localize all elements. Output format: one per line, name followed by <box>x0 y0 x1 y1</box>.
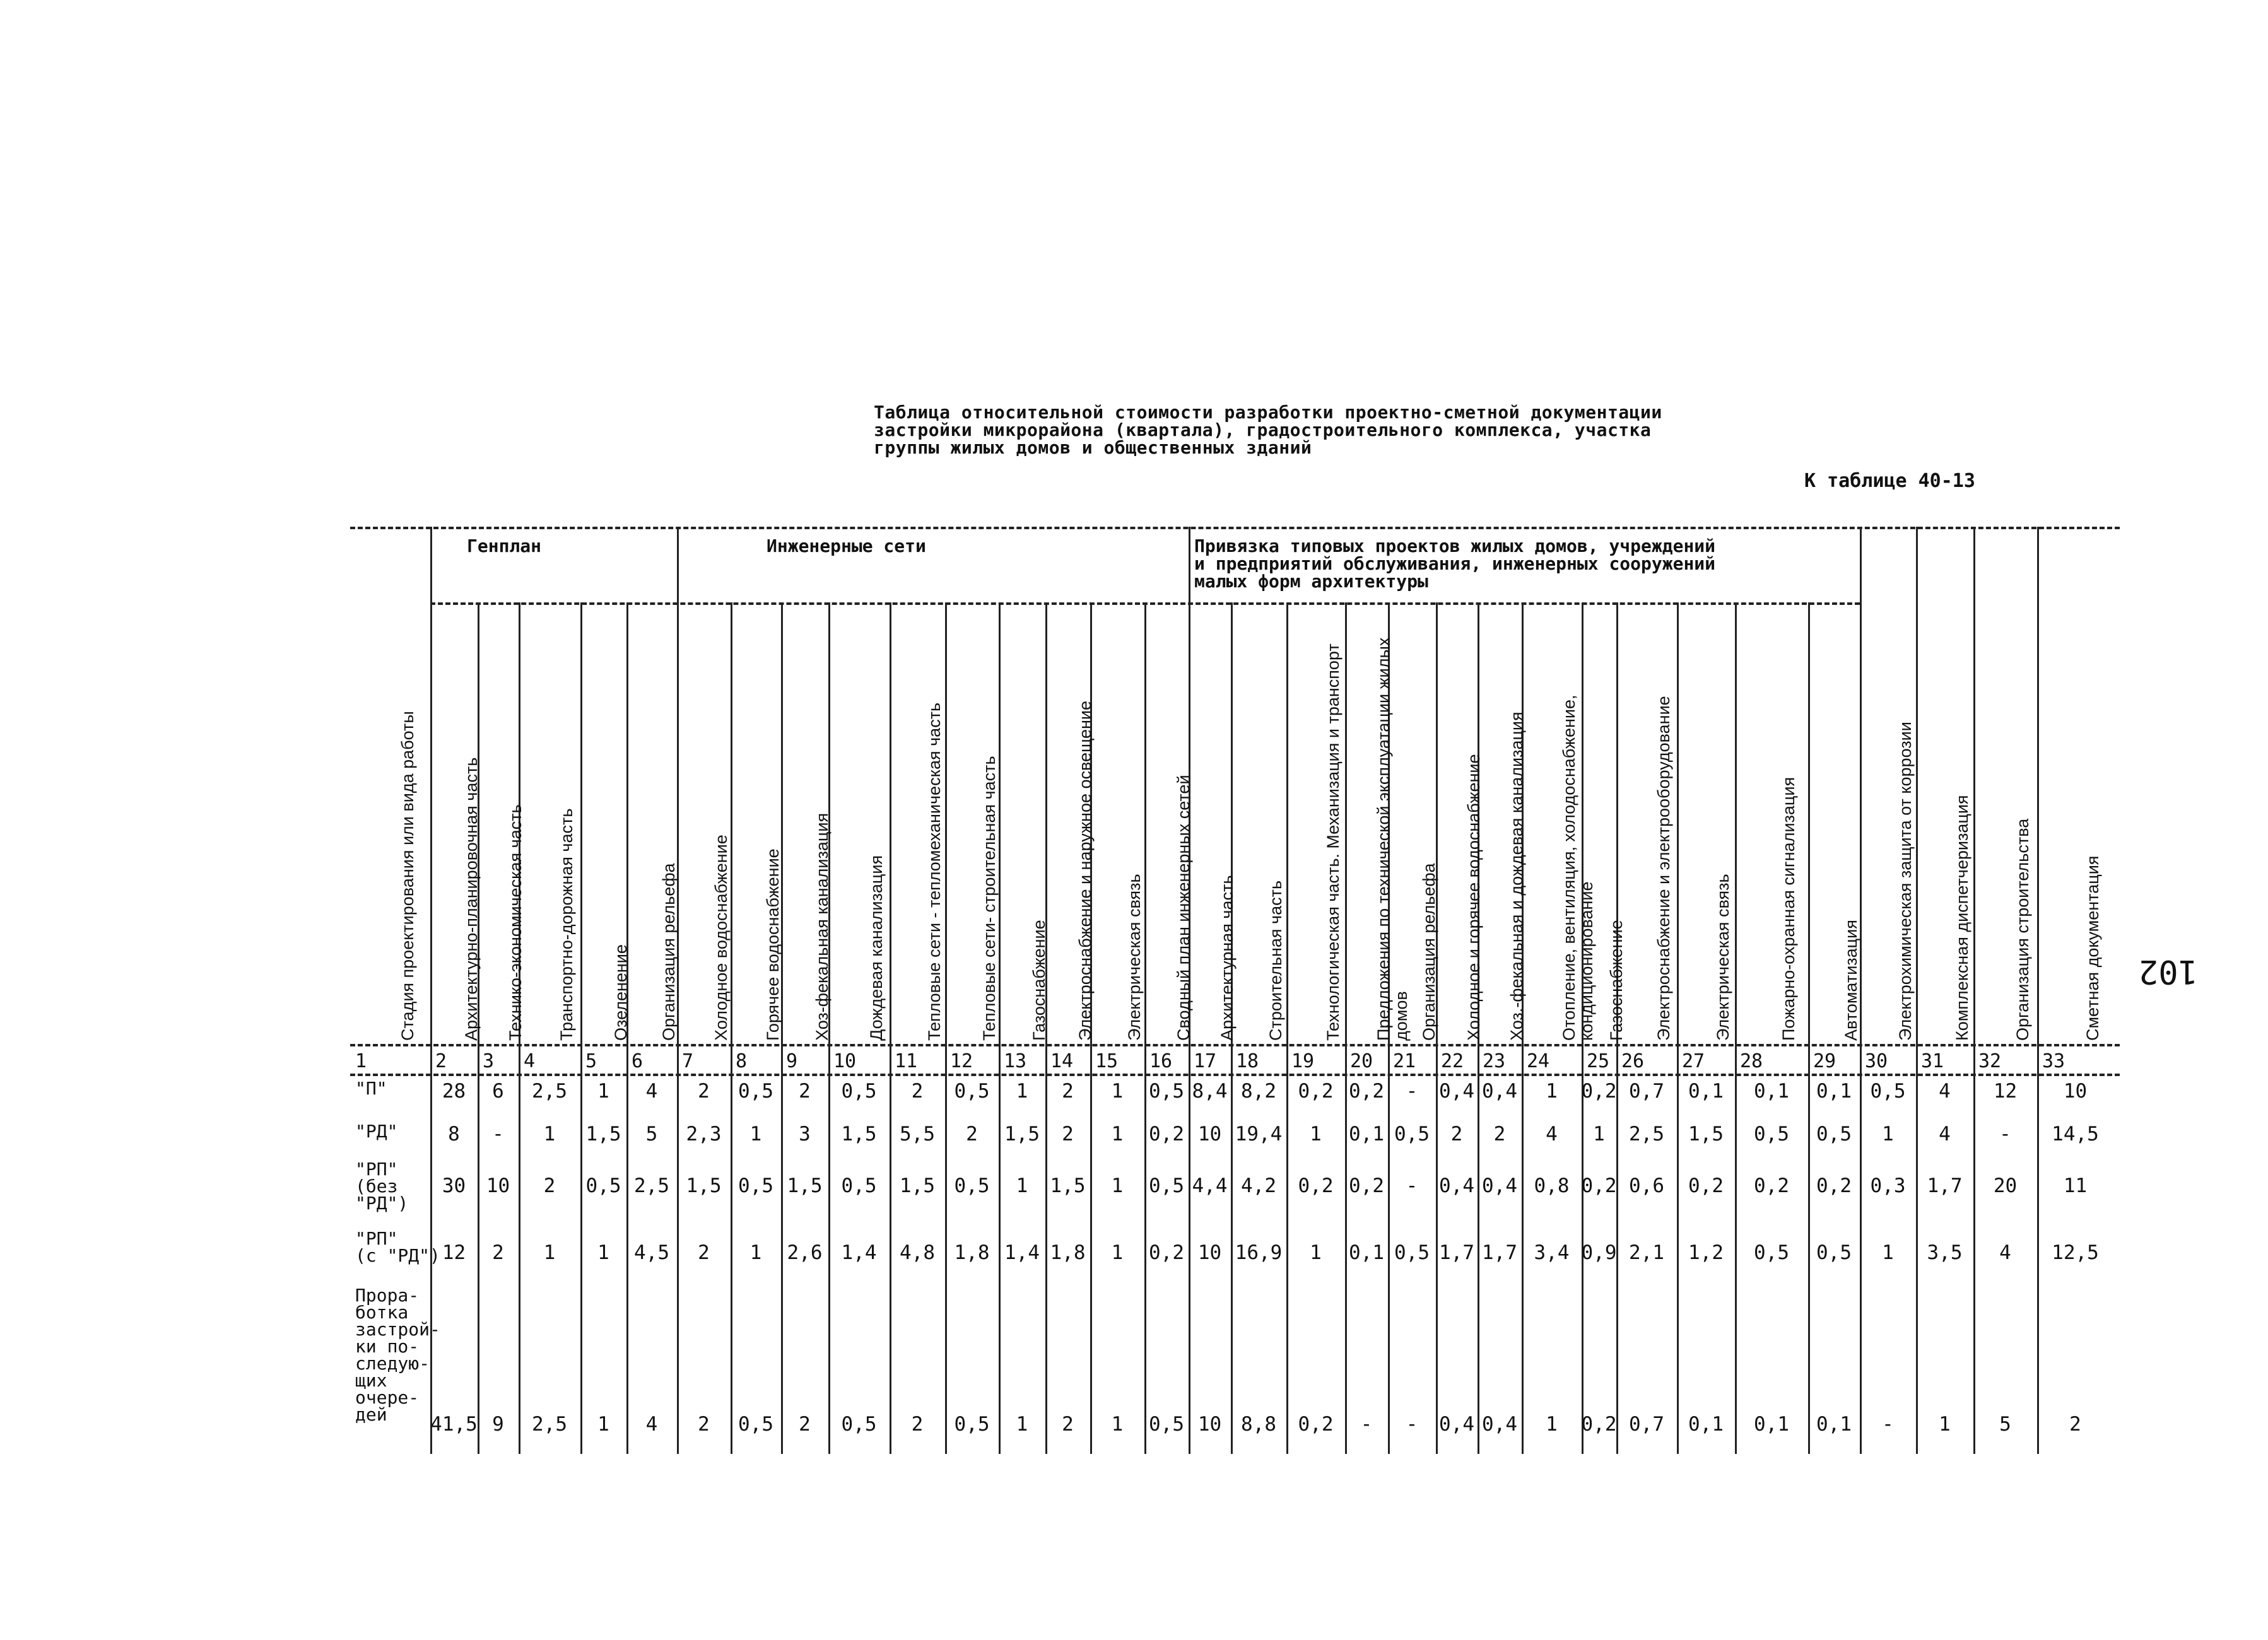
table-cell: 0,5 <box>841 1413 877 1436</box>
table-cell: 2 <box>1493 1123 1506 1145</box>
table-cell: 0,2 <box>1298 1174 1334 1197</box>
column-label: Сводный план инженерных сетей <box>1174 775 1193 1041</box>
table-cell: 1,5 <box>841 1123 877 1145</box>
table-cell: 1 <box>1111 1080 1124 1103</box>
table-cell: 4 <box>1999 1241 2011 1264</box>
table-cell: 28 <box>442 1080 466 1103</box>
column-label: Холодное и горячее водоснабжение <box>1464 754 1483 1041</box>
table-cell: 10 <box>1197 1413 1222 1436</box>
table-cell: 4 <box>1939 1123 1951 1145</box>
column-number: 21 <box>1393 1050 1416 1072</box>
table-cell: 8,4 <box>1192 1080 1228 1103</box>
column-label: Организация рельефа <box>659 863 678 1041</box>
table-cell: 0,1 <box>1349 1241 1384 1264</box>
table-cell: 8 <box>448 1123 460 1145</box>
table-cell: 41,5 <box>430 1413 478 1436</box>
table-cell: 1 <box>749 1241 762 1264</box>
table-cell: 1 <box>1016 1080 1028 1103</box>
table-cell: 2 <box>799 1080 811 1103</box>
table-cell: 0,2 <box>1816 1174 1852 1197</box>
table-cell: 1 <box>1882 1241 1894 1264</box>
table-cell: 2 <box>911 1080 924 1103</box>
table-cell: 1,7 <box>1439 1241 1474 1264</box>
table-top-rule <box>350 527 2120 529</box>
column-separator <box>890 602 891 1454</box>
table-cell: 1 <box>1111 1123 1124 1145</box>
table-cell: 0,1 <box>1816 1413 1852 1436</box>
row-stage-label: "П" <box>355 1078 387 1099</box>
column-label: Комплексная диспетчеризация <box>1952 795 1971 1041</box>
table-cell: - <box>1406 1080 1418 1103</box>
column-label: Технико-экономическая часть <box>505 804 525 1041</box>
table-cell: 0,1 <box>1754 1080 1789 1103</box>
table-cell: 2 <box>698 1080 710 1103</box>
table-cell: 1,5 <box>1050 1174 1086 1197</box>
table-cell: 1 <box>1111 1174 1124 1197</box>
table-cell: 0,2 <box>1349 1080 1384 1103</box>
column-number-rule-top <box>350 1044 2120 1046</box>
table-cell: 0,1 <box>1688 1413 1724 1436</box>
column-label: Архитектурная часть <box>1217 875 1237 1041</box>
table-cell: 10 <box>2063 1080 2088 1103</box>
table-cell: 0,5 <box>1149 1413 1184 1436</box>
table-cell: 0,5 <box>1754 1123 1789 1145</box>
table-cell: 0,7 <box>1629 1080 1664 1103</box>
column-label: Электрическая связь <box>1713 874 1732 1041</box>
table-cell: 1 <box>1111 1241 1124 1264</box>
column-label: Электрохимическая защита от коррозии <box>1895 722 1915 1041</box>
table-cell: 2 <box>799 1413 811 1436</box>
table-cell: 4,2 <box>1241 1174 1276 1197</box>
column-label: Озеленение <box>611 944 630 1041</box>
table-cell: 4,5 <box>634 1241 669 1264</box>
table-cell: 0,5 <box>1149 1080 1184 1103</box>
table-cell: 0,8 <box>1534 1174 1570 1197</box>
table-cell: 10 <box>1197 1123 1222 1145</box>
table-cell: 1 <box>597 1413 609 1436</box>
table-cell: 4,4 <box>1192 1174 1228 1197</box>
table-cell: 2 <box>966 1123 978 1145</box>
table-cell: 1,8 <box>1050 1241 1086 1264</box>
column-label: Транспортно-дорожная часть <box>557 808 576 1041</box>
column-separator <box>1144 602 1146 1454</box>
table-cell: 2 <box>1062 1413 1074 1436</box>
table-cell: 0,2 <box>1581 1080 1617 1103</box>
table-cell: 2,5 <box>532 1080 567 1103</box>
table-cell: 5,5 <box>900 1123 935 1145</box>
table-cell: 2 <box>1450 1123 1463 1145</box>
table-cell: 0,4 <box>1439 1080 1474 1103</box>
column-number: 28 <box>1740 1050 1763 1072</box>
table-cell: 2,5 <box>634 1174 669 1197</box>
table-cell: 1,5 <box>900 1174 935 1197</box>
column-label: Холодное водоснабжение <box>711 835 731 1041</box>
group-header-binding: Привязка типовых проектов жилых домов, учреждений и предприятий обслуживания, инженерных сооружений малых форм архитектуры <box>1194 536 1716 592</box>
table-cell: 1 <box>1882 1123 1894 1145</box>
table-cell: 4,8 <box>900 1241 935 1264</box>
table-cell: 1,4 <box>1004 1241 1040 1264</box>
table-cell: 0,5 <box>954 1080 990 1103</box>
table-cell: 12,5 <box>2052 1241 2099 1264</box>
table-cell: 3 <box>799 1123 811 1145</box>
table-cell: 2 <box>492 1241 504 1264</box>
group-header-genplan: Генплан <box>467 536 542 556</box>
column-number: 12 <box>950 1050 973 1072</box>
column-label: Хоз-фекальная канализация <box>812 812 831 1041</box>
table-cell: - <box>1406 1413 1418 1436</box>
table-cell: 1 <box>1546 1413 1558 1436</box>
column-separator <box>945 602 947 1454</box>
table-cell: 2 <box>698 1241 710 1264</box>
column-number: 16 <box>1149 1050 1173 1072</box>
column-number: 32 <box>1978 1050 2002 1072</box>
table-cell: 2 <box>2069 1413 2081 1436</box>
table-cell: 0,1 <box>1349 1123 1384 1145</box>
document-title: Таблица относительной стоимости разработки проектно-сметной документации застройки микрорайона (квартала), градостроительного комплекса, участка группы жилых домов и общественных зданий <box>874 402 1662 458</box>
column-label: Отопление, вентиляция, холодоснабжение, кондиционирование <box>1559 694 1596 1041</box>
column-label: Технологическая часть. Механизация и транспорт <box>1323 643 1343 1041</box>
column-label: Электроснабжение и электрооборудование <box>1654 696 1673 1041</box>
group-separator <box>1916 527 1918 1454</box>
table-cell: 1 <box>597 1080 609 1103</box>
column-number: 24 <box>1527 1050 1550 1072</box>
column-label: Строительная часть <box>1266 880 1285 1041</box>
group-header-networks: Инженерные сети <box>767 536 926 556</box>
column-number: 3 <box>483 1050 495 1072</box>
table-cell: 2 <box>1062 1123 1074 1145</box>
column-number: 15 <box>1095 1050 1119 1072</box>
column-label: Организация рельефа <box>1419 863 1438 1041</box>
table-cell: 5 <box>1999 1413 2011 1436</box>
table-cell: 4 <box>645 1413 658 1436</box>
column-number: 1 <box>355 1050 367 1072</box>
table-cell: 0,2 <box>1581 1413 1617 1436</box>
table-cell: 1 <box>749 1123 762 1145</box>
column-number: 8 <box>736 1050 748 1072</box>
table-cell: 9 <box>492 1413 504 1436</box>
column-separator <box>1345 602 1347 1454</box>
table-cell: 16,9 <box>1235 1241 1283 1264</box>
table-cell: 1 <box>1016 1413 1028 1436</box>
column-number: 5 <box>585 1050 597 1072</box>
column-number: 14 <box>1050 1050 1074 1072</box>
column-number: 25 <box>1587 1050 1610 1072</box>
table-cell: 0,5 <box>738 1174 773 1197</box>
column-label: Электрическая связь <box>1125 874 1144 1041</box>
table-cell: 0,5 <box>1754 1241 1789 1264</box>
table-cell: 1,5 <box>686 1174 722 1197</box>
column-number: 31 <box>1921 1050 1944 1072</box>
table-cell: 0,1 <box>1688 1080 1724 1103</box>
table-cell: 0,5 <box>585 1174 621 1197</box>
table-cell: 19,4 <box>1235 1123 1283 1145</box>
table-cell: 0,2 <box>1298 1080 1334 1103</box>
column-number: 6 <box>632 1050 643 1072</box>
row-stage-label: "РД" <box>355 1121 398 1142</box>
column-number: 19 <box>1291 1050 1315 1072</box>
table-cell: 0,6 <box>1629 1174 1664 1197</box>
table-cell: 2,5 <box>532 1413 567 1436</box>
table-cell: 2 <box>911 1413 924 1436</box>
column-number: 27 <box>1682 1050 1705 1072</box>
column-separator <box>580 602 582 1454</box>
column-number: 33 <box>2042 1050 2065 1072</box>
table-cell: 11 <box>2063 1174 2088 1197</box>
table-cell: 1 <box>1593 1123 1605 1145</box>
table-cell: 2,3 <box>686 1123 722 1145</box>
table-cell: 4 <box>645 1080 658 1103</box>
column-number: 29 <box>1813 1050 1836 1072</box>
row-stage-label: "РП" (с "РД") <box>355 1228 440 1266</box>
table-cell: 4 <box>1939 1080 1951 1103</box>
table-cell: 2 <box>1062 1080 1074 1103</box>
table-cell: 1 <box>1016 1174 1028 1197</box>
column-label: Стадия проектирования или вида работы <box>397 711 417 1041</box>
column-label: Горячее водоснабжение <box>763 848 782 1041</box>
column-number: 26 <box>1621 1050 1645 1072</box>
table-reference: К таблице 40-13 <box>1804 470 1975 492</box>
table-cell: 1,5 <box>787 1174 823 1197</box>
table-cell: 6 <box>492 1080 504 1103</box>
page-number: 102 <box>2139 952 2198 990</box>
column-label: Предложения по технической эксплуатации жилых домов <box>1374 637 1411 1041</box>
table-cell: 1,7 <box>1927 1174 1963 1197</box>
column-label: Организация строительства <box>2012 818 2032 1041</box>
column-number: 2 <box>435 1050 447 1072</box>
column-number: 30 <box>1865 1050 1888 1072</box>
column-label: Дождевая канализация <box>866 855 886 1041</box>
column-number: 9 <box>786 1050 798 1072</box>
column-number: 20 <box>1350 1050 1373 1072</box>
group-separator <box>2037 527 2039 1454</box>
table-cell: 2 <box>543 1174 556 1197</box>
column-separator <box>1735 602 1737 1454</box>
table-cell: 8,8 <box>1241 1413 1276 1436</box>
table-cell: 2 <box>698 1413 710 1436</box>
table-cell: 1 <box>1546 1080 1558 1103</box>
table-cell: 0,5 <box>954 1174 990 1197</box>
column-number: 7 <box>682 1050 694 1072</box>
table-cell: 1,2 <box>1688 1241 1724 1264</box>
table-cell: 1 <box>1310 1123 1322 1145</box>
column-label: Сметная документация <box>2083 855 2102 1041</box>
table-cell: 3,4 <box>1534 1241 1570 1264</box>
table-cell: 0,3 <box>1870 1174 1906 1197</box>
column-separator <box>1286 602 1288 1454</box>
table-cell: 0,2 <box>1149 1123 1184 1145</box>
table-cell: 10 <box>1197 1241 1222 1264</box>
table-cell: 0,4 <box>1482 1413 1517 1436</box>
table-cell: 4 <box>1546 1123 1558 1145</box>
table-cell: 1,8 <box>954 1241 990 1264</box>
column-separator <box>1808 602 1810 1454</box>
table-cell: 0,7 <box>1629 1413 1664 1436</box>
column-label: Автоматизация <box>1842 920 1860 1041</box>
table-cell: 0,1 <box>1754 1413 1789 1436</box>
table-cell: 0,5 <box>1816 1241 1852 1264</box>
column-number-rule-bottom <box>350 1074 2120 1076</box>
table-cell: 0,2 <box>1349 1174 1384 1197</box>
table-cell: 0,2 <box>1149 1241 1184 1264</box>
table-cell: 0,9 <box>1581 1241 1617 1264</box>
column-separator <box>1677 602 1679 1454</box>
table-cell: 0,2 <box>1298 1413 1334 1436</box>
table-cell: 0,5 <box>1394 1123 1430 1145</box>
column-number: 4 <box>524 1050 536 1072</box>
table-cell: 2,5 <box>1629 1123 1664 1145</box>
table-cell: 0,5 <box>738 1413 773 1436</box>
table-cell: 2,1 <box>1629 1241 1664 1264</box>
table-cell: 0,5 <box>1816 1123 1852 1145</box>
table-cell: 12 <box>1993 1080 2018 1103</box>
table-cell: 0,4 <box>1439 1413 1474 1436</box>
table-cell: - <box>1882 1413 1894 1436</box>
column-label: Архитектурно-планировочная часть <box>461 757 481 1041</box>
table-cell: 0,2 <box>1688 1174 1724 1197</box>
column-number: 23 <box>1483 1050 1506 1072</box>
table-cell: 0,5 <box>954 1413 990 1436</box>
table-cell: 1 <box>1111 1413 1124 1436</box>
table-cell: 0,5 <box>738 1080 773 1103</box>
table-cell: 0,2 <box>1581 1174 1617 1197</box>
table-cell: 1,4 <box>841 1241 877 1264</box>
column-separator <box>731 602 732 1454</box>
table-cell: - <box>492 1123 504 1145</box>
column-number: 13 <box>1004 1050 1027 1072</box>
column-label: Электроснабжение и наружное освещение <box>1075 700 1095 1041</box>
table-cell: 12 <box>442 1241 466 1264</box>
column-number: 17 <box>1194 1050 1217 1072</box>
table-cell: 2,6 <box>787 1241 823 1264</box>
table-cell: 0,5 <box>841 1080 877 1103</box>
table-cell: 20 <box>1993 1174 2018 1197</box>
table-cell: 0,5 <box>841 1174 877 1197</box>
table-cell: 1 <box>543 1241 556 1264</box>
column-number: 22 <box>1441 1050 1464 1072</box>
table-cell: 1 <box>543 1123 556 1145</box>
table-cell: 1 <box>597 1241 609 1264</box>
table-cell: 10 <box>486 1174 510 1197</box>
table-cell: - <box>1360 1413 1373 1436</box>
table-cell: 0,5 <box>1870 1080 1906 1103</box>
column-number: 10 <box>833 1050 857 1072</box>
column-label: Тепловые сети - тепломеханическая часть <box>925 702 944 1041</box>
table-cell: 14,5 <box>2052 1123 2099 1145</box>
table-cell: - <box>1406 1174 1418 1197</box>
table-cell: 0,4 <box>1482 1080 1517 1103</box>
table-cell: 0,4 <box>1439 1174 1474 1197</box>
table-cell: 8,2 <box>1241 1080 1276 1103</box>
table-cell: 5 <box>645 1123 658 1145</box>
column-label: Пожарно-охранная сигнализация <box>1779 776 1798 1041</box>
table-cell: 1,5 <box>1004 1123 1040 1145</box>
row-stage-label: Прора- ботка застрой- ки по- следую- щих очере- дей <box>355 1285 440 1425</box>
table-cell: 0,4 <box>1482 1174 1517 1197</box>
table-cell: 1 <box>1939 1413 1951 1436</box>
table-cell: 30 <box>442 1174 466 1197</box>
table-cell: 0,2 <box>1754 1174 1789 1197</box>
column-separator <box>999 602 1001 1454</box>
row-stage-label: "РП" (без "РД") <box>355 1159 409 1214</box>
table-cell: 0,5 <box>1149 1174 1184 1197</box>
column-label: Тепловые сети- строительная часть <box>979 756 999 1041</box>
table-cell: 1,5 <box>585 1123 621 1145</box>
column-label: Газоснабжение <box>1606 920 1626 1041</box>
column-number: 18 <box>1236 1050 1259 1072</box>
table-cell: 3,5 <box>1927 1241 1963 1264</box>
table-cell: 1,5 <box>1688 1123 1724 1145</box>
column-label: Хоз.-фекальная и дождевая канализация <box>1507 712 1526 1041</box>
table-cell: 0,5 <box>1394 1241 1430 1264</box>
table-cell: 1 <box>1310 1241 1322 1264</box>
table-cell: - <box>1999 1123 2011 1145</box>
group-separator <box>1973 527 1975 1454</box>
table-cell: 1,7 <box>1482 1241 1517 1264</box>
column-number: 11 <box>895 1050 918 1072</box>
table-cell: 0,1 <box>1816 1080 1852 1103</box>
column-label: Газоснабжение <box>1030 920 1049 1041</box>
